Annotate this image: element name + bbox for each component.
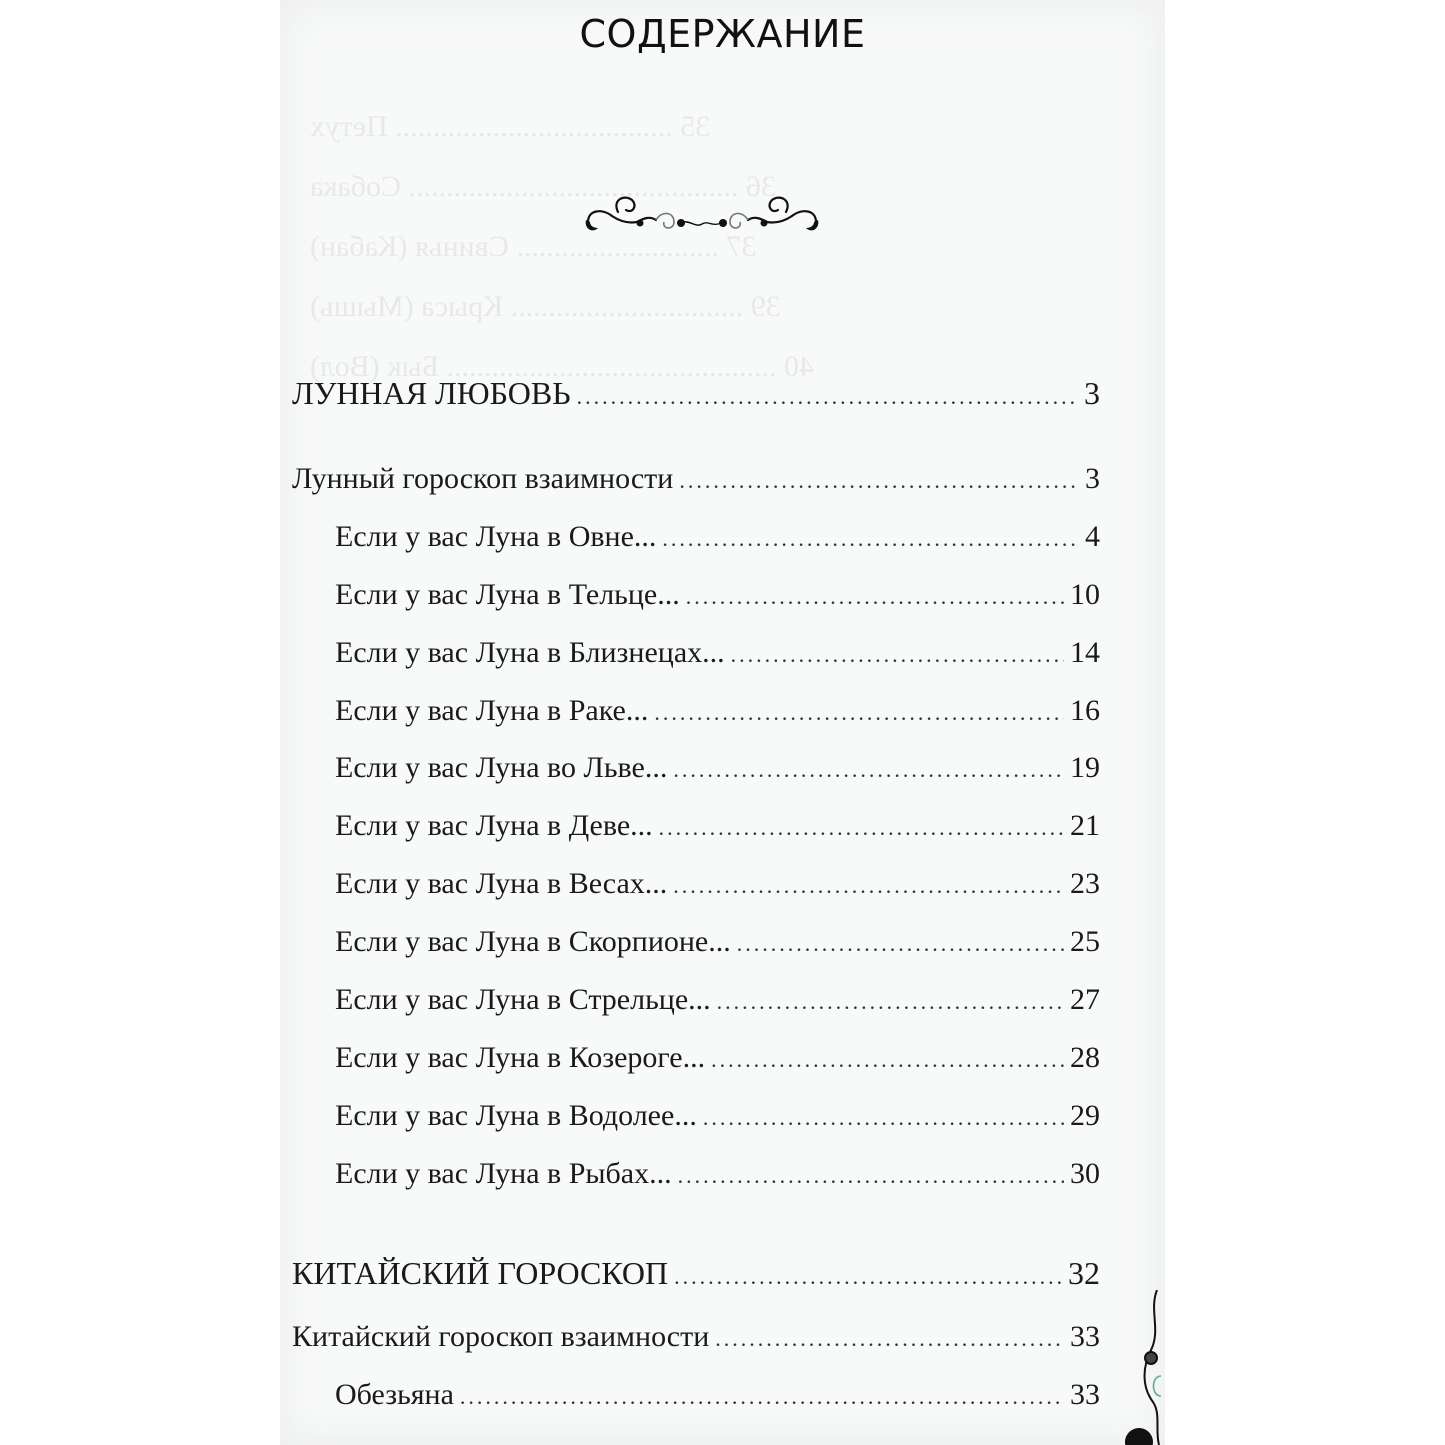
leader-dots: [577, 384, 1078, 410]
leader-dots: [674, 1264, 1062, 1290]
toc-entry-section[interactable]: [335, 1041, 1100, 1075]
leader-dots: [659, 815, 1064, 841]
leader-dots: [717, 989, 1064, 1015]
leader-dots: [679, 468, 1079, 494]
toc-entry-label: Лунный гороскоп взаимности: [292, 462, 674, 495]
toc-entry-chapter[interactable]: [292, 1320, 1100, 1354]
leader-dots: [673, 757, 1064, 783]
toc-entry-label: Если у вас Луна в Стрельце...: [335, 983, 711, 1016]
toc-page-number: 29: [1070, 1099, 1100, 1132]
toc-page-number: 19: [1070, 751, 1100, 784]
leader-dots: [678, 1163, 1064, 1189]
toc-entry-section[interactable]: [335, 983, 1100, 1017]
side-flourish-icon: [1125, 1290, 1165, 1445]
leader-dots: [711, 1047, 1064, 1073]
leader-dots: [673, 873, 1064, 899]
book-page: [280, 0, 1165, 1445]
leader-dots: [662, 526, 1079, 552]
toc-entry-section[interactable]: [335, 694, 1100, 728]
leader-dots: [460, 1384, 1064, 1410]
toc-page-number: 32: [1068, 1255, 1100, 1291]
toc-entry-label: Обезьяна: [335, 1378, 454, 1411]
toc-entry-part[interactable]: [292, 375, 1100, 412]
toc-entry-section[interactable]: [335, 1378, 1100, 1412]
toc-entry-label: Если у вас Луна в Рыбах...: [335, 1157, 672, 1190]
toc-entry-label: КИТАЙСКИЙ ГОРОСКОП: [292, 1255, 669, 1291]
toc-page-number: 3: [1084, 375, 1100, 411]
toc-entry-label: Если у вас Луна в Овне...: [335, 520, 657, 553]
toc-entry-label: Если у вас Луна в Тельце...: [335, 578, 680, 611]
toc-entry-chapter[interactable]: [292, 462, 1100, 496]
toc-page-number: 3: [1085, 462, 1100, 495]
toc-entry-part[interactable]: [292, 1255, 1100, 1292]
leader-dots: [715, 1326, 1064, 1352]
leader-dots: [737, 931, 1064, 957]
leader-dots: [686, 584, 1064, 610]
toc-page-number: 27: [1070, 983, 1100, 1016]
leader-dots: [731, 642, 1064, 668]
toc-entry-section[interactable]: [335, 578, 1100, 612]
show-through-text: 40 ............................................ Бык (Вол): [310, 350, 815, 383]
toc-page-number: 25: [1070, 925, 1100, 958]
toc-page-number: 23: [1070, 867, 1100, 900]
flourish-divider-icon: [582, 190, 822, 240]
toc-entry-label: Если у вас Луна в Козероге...: [335, 1041, 706, 1074]
toc-page-number: 4: [1085, 520, 1100, 553]
toc-page-number: 14: [1070, 636, 1100, 669]
toc-page-number: 10: [1070, 578, 1100, 611]
toc-entry-section[interactable]: [335, 867, 1100, 901]
toc-entry-section[interactable]: [335, 1099, 1100, 1133]
toc-entry-label: Если у вас Луна в Деве...: [335, 809, 653, 842]
show-through-text: 39 ............................... Крыса (Мышь): [310, 290, 781, 323]
toc-page-number: 28: [1070, 1041, 1100, 1074]
toc-entry-section[interactable]: [335, 809, 1100, 843]
toc-page-number: 21: [1070, 809, 1100, 842]
toc-entry-section[interactable]: [335, 636, 1100, 670]
toc-entry-label: Если у вас Луна в Весах...: [335, 867, 668, 900]
toc-entry-label: Если у вас Луна в Скорпионе...: [335, 925, 731, 958]
toc-entry-section[interactable]: [335, 520, 1100, 554]
toc-entry-section[interactable]: [335, 925, 1100, 959]
show-through-text: 36 ............................................ Собака: [310, 170, 777, 203]
leader-dots: [703, 1105, 1064, 1131]
toc-page-number: 30: [1070, 1157, 1100, 1190]
toc-entry-section[interactable]: [335, 751, 1100, 785]
toc-entry-label: Если у вас Луна во Льве...: [335, 751, 668, 784]
toc-entry-label: Если у вас Луна в Водолее...: [335, 1099, 697, 1132]
leader-dots: [654, 700, 1064, 726]
toc-entry-label: Китайский гороскоп взаимности: [292, 1320, 710, 1353]
toc-entry-label: Если у вас Луна в Близнецах...: [335, 636, 725, 669]
toc-entry-label: Если у вас Луна в Раке...: [335, 694, 649, 727]
toc-page-number: 33: [1070, 1320, 1100, 1353]
show-through-text: 37 ........................... Свинья (Кабан): [310, 230, 757, 263]
toc-entry-section[interactable]: [335, 1157, 1100, 1191]
toc-entry-label: ЛУННАЯ ЛЮБОВЬ: [292, 375, 571, 411]
page-title: СОДЕРЖАНИЕ: [579, 12, 866, 56]
show-through-text: 35 ..................................... Петух: [310, 110, 711, 143]
toc-page-number: 16: [1070, 694, 1100, 727]
toc-page-number: 33: [1070, 1378, 1100, 1411]
